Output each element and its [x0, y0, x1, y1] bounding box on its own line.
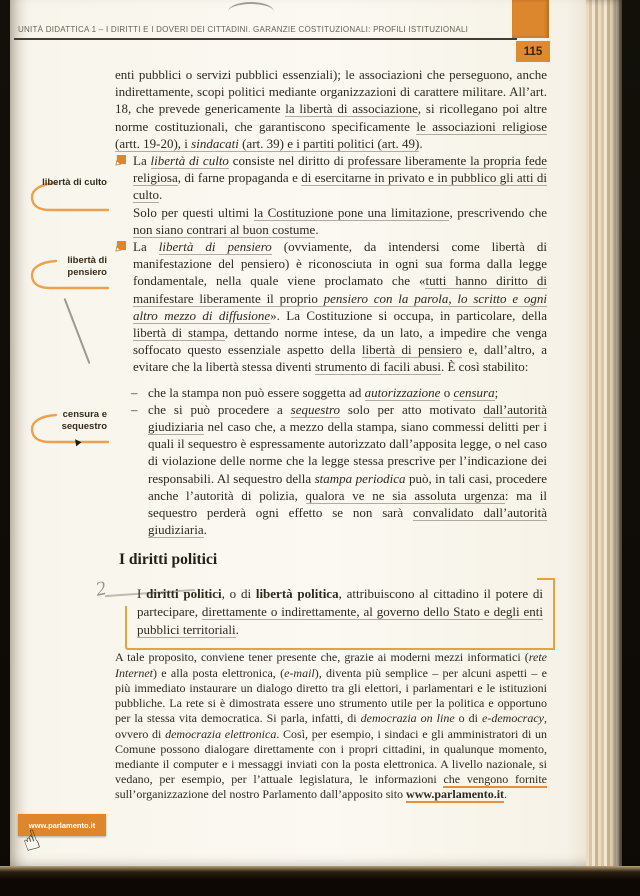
- text-segment: , di farne propaganda e: [177, 170, 302, 186]
- text-segment: le associazioni religiose (artt. 19-20), i: [115, 118, 547, 151]
- text-segment: (ovviamente, da intendersi come libertà di manifestazione del pensiero) è riconosciuta in ogni sua forma dalla legge fondamentale, nella quale viene proclamato che «: [133, 239, 547, 289]
- dash-item: [131, 384, 547, 401]
- text-segment: qualora ve ne sia assoluta urgenza: [305, 487, 505, 503]
- text-segment: può, in tali casi, procedere anche l’autorità di polizia,: [148, 470, 547, 503]
- text-segment: pensiero con la parola, lo scritto e ogni altro mezzo di diffusione: [133, 290, 548, 323]
- text-segment: , si ricollegano poi altre norme costituzionali, che garantiscono specificamente: [115, 101, 548, 134]
- text-segment: . È così stabilito:: [440, 359, 529, 375]
- bullet-text: [133, 152, 547, 238]
- text-segment: o di: [454, 711, 483, 726]
- text-segment: convalidato dall’autorità giudiziaria: [148, 505, 547, 538]
- text-segment: ) e alla posta elettronica, (: [153, 665, 285, 680]
- text-segment: stampa periodica: [314, 470, 406, 486]
- paragraph: [148, 384, 547, 401]
- page-number-badge: 115: [516, 41, 550, 62]
- text-segment: sull’organizzazione del nostro Parlamento dall’apposito sito: [115, 787, 407, 802]
- text-segment: .: [419, 135, 423, 151]
- text-segment: .: [203, 522, 207, 538]
- text-segment: nel caso che, a mezzo della stampa, siano commessi delitti per i quali il sequestro è espressamente autorizzato dall’apposita legge, o nel caso di violazione delle norme che la legge stessa prescrive per l’indicazione dei responsabili. Al sequestro della: [148, 419, 547, 486]
- definition-box: [125, 578, 555, 650]
- dash-item: [131, 401, 547, 539]
- text-segment: censura: [453, 384, 495, 400]
- text-segment: libertà di stampa: [133, 325, 225, 341]
- intro-paragraph: [115, 66, 547, 152]
- text-segment: solo per atto motivato: [340, 401, 484, 417]
- page-sheet: [10, 0, 590, 868]
- pointing-hand-icon: ☝: [18, 824, 45, 859]
- text-segment: che vengono fornite: [443, 772, 547, 787]
- text-segment: diritti politici: [146, 586, 222, 602]
- text-segment: , attribuiscono al cittadino il potere di partecipare,: [137, 586, 543, 620]
- text-segment: A tale proposito, conviene tener presente che, grazie ai moderni mezzi informatici (: [115, 650, 529, 665]
- scan-shadow: [0, 866, 640, 896]
- text-segment: (art. 39) e i partiti politici (art. 49): [238, 135, 420, 151]
- text-segment: non siano contrari al buon costume: [133, 221, 316, 237]
- text-segment: . Così, per esempio, i sindaci e gli amministratori di un Comune possono dialogare direttamente con i propri cittadini, in qualunque momento, mediante il computer e i messaggi inviati con la posta elettronica. A livello nazionale, si vedano, per esempio, per l’attuale legislatura, le informazioni: [115, 726, 548, 787]
- paragraph: [133, 238, 547, 376]
- bullet-item: [115, 152, 547, 238]
- text-segment: dall’autorità giudiziaria: [148, 401, 547, 435]
- text-segment: : ma il sequestro perderà ogni effetto se non sarà: [148, 487, 548, 521]
- text-segment: tutti hanno diritto di manifestare liberamente il proprio: [133, 273, 547, 306]
- note-bullet-icon: [115, 241, 126, 252]
- pen-mark-numeral: 2: [93, 577, 109, 601]
- paragraph: [133, 204, 547, 238]
- running-header-title: UNITÀ DIDATTICA 1 – I DIRITTI E I DOVERI DEI CITTADINI. GARANZIE COSTITUZIONALI: PROFILI ISTITUZIONALI: [18, 25, 469, 34]
- text-segment: la Costituzione pone una limitazione: [253, 204, 450, 220]
- text-segment: La: [133, 153, 151, 169]
- bullet-item: [115, 238, 547, 376]
- paragraph: [133, 152, 547, 204]
- pen-mark: [64, 298, 91, 364]
- text-segment: che la stampa non può essere soggetta ad: [148, 384, 365, 400]
- text-segment: rete Internet: [115, 650, 547, 680]
- text-segment: direttamente o indirettamente, al governo dello Stato e degli enti pubblici territoriali: [137, 604, 544, 638]
- body-column: [115, 66, 547, 803]
- margin-note-liberta-di-culto: libertà di culto: [42, 177, 107, 188]
- text-segment: ), diventa più semplice – per alcuni aspetti – e più immediato instaurare un dialogo diretto tra gli elettori, i parlamentari e le istituzioni pubbliche. La rete si è dimostrata essere uno strumento utile per la politica e opportuno per la stessa vita democratica. Si parla, infatti, di: [115, 665, 548, 726]
- margin-note-censura-e-sequestro: censura e sequestro: [61, 409, 107, 432]
- text-segment: , dettando norme intese, da un lato, a impedire che venga soffocato questo essenziale aspetto della: [133, 325, 547, 358]
- text-segment: libertà di pensiero: [361, 342, 463, 358]
- text-segment: di esercitarne in privato e in pubblico gli atti di culto: [133, 170, 547, 203]
- text-segment: , o di: [221, 586, 256, 602]
- text-segment: o: [440, 384, 454, 400]
- text-segment: libertà di culto: [150, 153, 229, 169]
- header-rule: [14, 38, 517, 40]
- text-segment: che si può procedere a: [148, 401, 291, 417]
- bullet-text: [133, 238, 547, 376]
- paragraph: [148, 401, 547, 539]
- text-segment: la libertà di associazione: [285, 101, 418, 117]
- section-heading: I diritti politici: [119, 551, 218, 569]
- text-segment: ;: [494, 384, 499, 400]
- text-segment: e-democracy: [482, 711, 544, 726]
- dash-marker: –: [131, 401, 138, 417]
- text-segment: autorizzazione: [364, 384, 441, 400]
- text-segment: libertà di pensiero: [158, 239, 272, 255]
- text-segment: e-mail: [284, 665, 315, 680]
- dash-list: [131, 384, 547, 539]
- note-bullet-icon: [115, 155, 126, 166]
- text-segment: .: [235, 622, 239, 638]
- pen-mark: [228, 2, 274, 14]
- definition-text: [137, 585, 543, 639]
- page-stack-edge: [586, 0, 622, 872]
- text-segment: sindacati: [191, 135, 239, 151]
- text-segment: e, dall’altro, a evitare che la libertà stessa diventi: [133, 342, 548, 375]
- text-segment: democrazia on line: [360, 711, 455, 726]
- closing-paragraph: [115, 650, 547, 802]
- text-segment: consiste nel diritto di: [228, 153, 348, 169]
- text-segment: enti pubblici o servizi pubblici essenziali); le associazioni che perseguono, anche indirettamente, scopi politici mediante organizzazioni di carattere militare. All’art. 18, che prevede genericamente: [115, 67, 547, 117]
- text-segment: libertà politica: [255, 586, 339, 602]
- margin-note-liberta-di-pensiero: libertà di pensiero: [67, 255, 107, 278]
- text-segment: I: [137, 586, 147, 602]
- text-segment: , ovvero di: [115, 711, 547, 741]
- text-segment: La: [133, 239, 159, 255]
- text-segment: democrazia elettronica: [165, 726, 277, 741]
- text-segment: .: [159, 187, 163, 203]
- text-segment: strumento di facili abusi: [314, 359, 441, 375]
- text-segment: www.parlamento.it: [406, 787, 505, 802]
- text-segment: professare liberamente la propria fede religiosa: [133, 153, 547, 186]
- text-segment: , prescrivendo che: [449, 204, 547, 220]
- chapter-tab-marker: [512, 0, 549, 38]
- website-label: www.parlamento.it: [18, 814, 106, 836]
- text-segment: ». La Costituzione si occupa, in particolare, della: [270, 307, 548, 323]
- dash-marker: –: [131, 384, 138, 400]
- text-segment: .: [504, 787, 508, 802]
- text-segment: sequestro: [290, 401, 341, 417]
- text-segment: Solo per questi ultimi: [133, 204, 254, 220]
- text-segment: .: [315, 221, 319, 237]
